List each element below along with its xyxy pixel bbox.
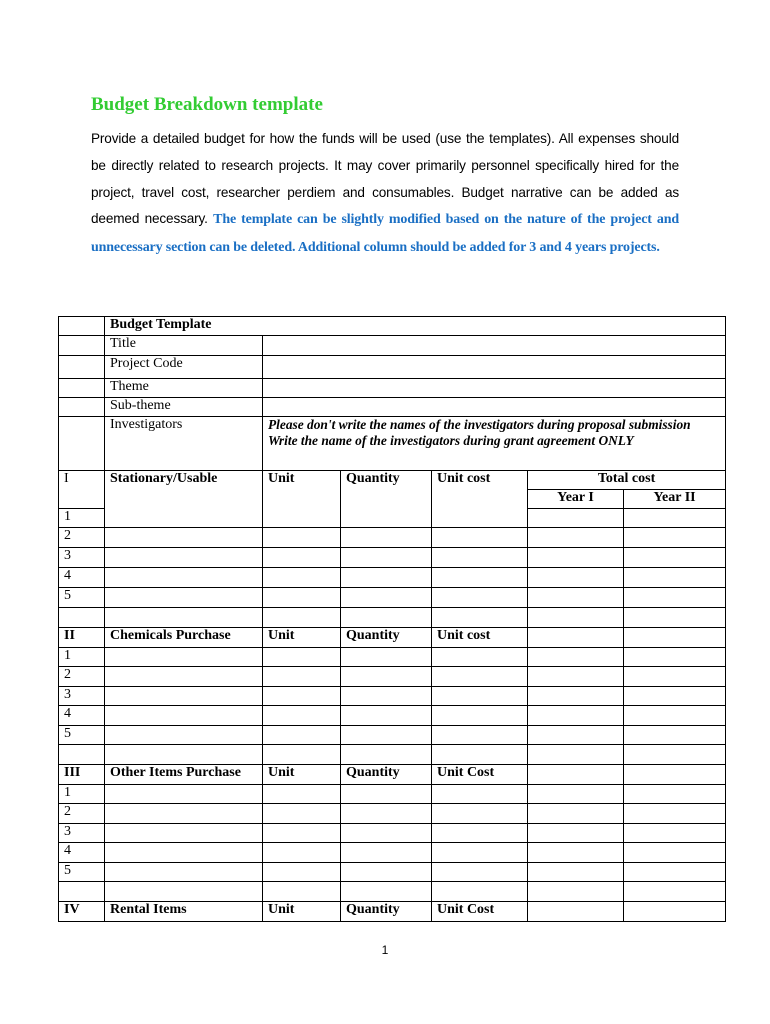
table-row xyxy=(59,336,726,356)
row-number: 2 xyxy=(59,667,105,687)
row-number: 5 xyxy=(59,863,105,882)
table-row xyxy=(59,667,726,687)
section-numeral: IV xyxy=(59,902,105,922)
theme-value[interactable] xyxy=(263,379,726,398)
section-name: Other Items Purchase xyxy=(105,765,263,785)
intro-note: The template can be slightly modified based on the nature of the project and unnecessary section can be deleted. Additional column should be added for 3 and 4 years projects. xyxy=(91,212,679,256)
total-cost-header: Total cost xyxy=(528,471,726,490)
unit-header: Unit xyxy=(263,471,341,528)
project-code-value[interactable] xyxy=(263,356,726,379)
row-label-theme: Theme xyxy=(105,379,263,398)
row-number: 2 xyxy=(59,804,105,824)
quantity-header: Quantity xyxy=(341,765,432,785)
row-number: 4 xyxy=(59,706,105,726)
quantity-header: Quantity xyxy=(341,471,432,528)
year-1-header: Year I xyxy=(528,490,624,509)
table-row xyxy=(59,863,726,882)
unit-header: Unit xyxy=(263,902,341,922)
investigators-note-2: Write the name of the investigators during grant agreement ONLY xyxy=(268,433,634,448)
table-row xyxy=(59,765,726,785)
row-label-sub-theme: Sub-theme xyxy=(105,398,263,417)
row-number: 1 xyxy=(59,785,105,804)
table-row xyxy=(59,804,726,824)
table-row xyxy=(59,687,726,706)
table-row xyxy=(59,902,726,922)
table-row xyxy=(59,843,726,863)
table-row xyxy=(59,379,726,398)
table-row xyxy=(59,417,726,471)
unit-header: Unit xyxy=(263,765,341,785)
table-header: Budget Template xyxy=(105,317,726,336)
table-row xyxy=(59,882,726,902)
row-number: 4 xyxy=(59,843,105,863)
intro-text: Provide a detailed budget for how the funds will be used (use the templates). All expenses should be directly related to research projects. It may cover primarily personnel specifically hired for the project, travel cost, researcher perdiem and consumables. Budget narrative can be added as deemed necessary. xyxy=(91,131,679,227)
section-name: Stationary/Usable xyxy=(105,471,263,528)
table-row xyxy=(59,398,726,417)
table-row xyxy=(59,824,726,843)
table-row xyxy=(59,726,726,745)
year-2-header: Year II xyxy=(624,490,726,509)
table-row xyxy=(59,528,726,548)
investigators-note xyxy=(263,417,726,471)
row-number: 3 xyxy=(59,548,105,568)
section-numeral: III xyxy=(59,765,105,785)
row-label-title: Title xyxy=(105,336,263,356)
quantity-header: Quantity xyxy=(341,628,432,648)
intro-paragraph xyxy=(91,126,679,262)
table-row xyxy=(59,588,726,608)
page-title: Budget Breakdown template xyxy=(91,94,323,115)
unit-cost-header: Unit cost xyxy=(432,628,528,648)
table-row xyxy=(59,785,726,804)
table-row xyxy=(59,608,726,628)
row-number: 1 xyxy=(59,648,105,667)
row-label-project-code: Project Code xyxy=(105,356,263,379)
row-number: 5 xyxy=(59,588,105,608)
unit-header: Unit xyxy=(263,628,341,648)
table-row xyxy=(59,356,726,379)
sub-theme-value[interactable] xyxy=(263,398,726,417)
table-row xyxy=(59,706,726,726)
section-numeral: I xyxy=(59,471,105,509)
table-row xyxy=(59,628,726,648)
section-numeral: II xyxy=(59,628,105,648)
row-label-investigators: Investigators xyxy=(105,417,263,471)
table-row xyxy=(59,568,726,588)
budget-table xyxy=(58,316,726,922)
section-name: Rental Items xyxy=(105,902,263,922)
row-number: 3 xyxy=(59,687,105,706)
unit-cost-header: Unit Cost xyxy=(432,902,528,922)
row-number: 4 xyxy=(59,568,105,588)
title-value[interactable] xyxy=(263,336,726,356)
quantity-header: Quantity xyxy=(341,902,432,922)
section-name: Chemicals Purchase xyxy=(105,628,263,648)
table-row xyxy=(59,317,726,336)
row-number: 5 xyxy=(59,726,105,745)
unit-cost-header: Unit cost xyxy=(432,471,528,528)
row-number: 2 xyxy=(59,528,105,548)
unit-cost-header: Unit Cost xyxy=(432,765,528,785)
table-row xyxy=(59,548,726,568)
row-number: 1 xyxy=(59,509,105,528)
table-row xyxy=(59,745,726,765)
table-row xyxy=(59,648,726,667)
row-number: 3 xyxy=(59,824,105,843)
table-row xyxy=(59,471,726,490)
page-number: 1 xyxy=(381,943,389,957)
investigators-note-1: Please don't write the names of the investigators during proposal submission xyxy=(268,417,691,432)
